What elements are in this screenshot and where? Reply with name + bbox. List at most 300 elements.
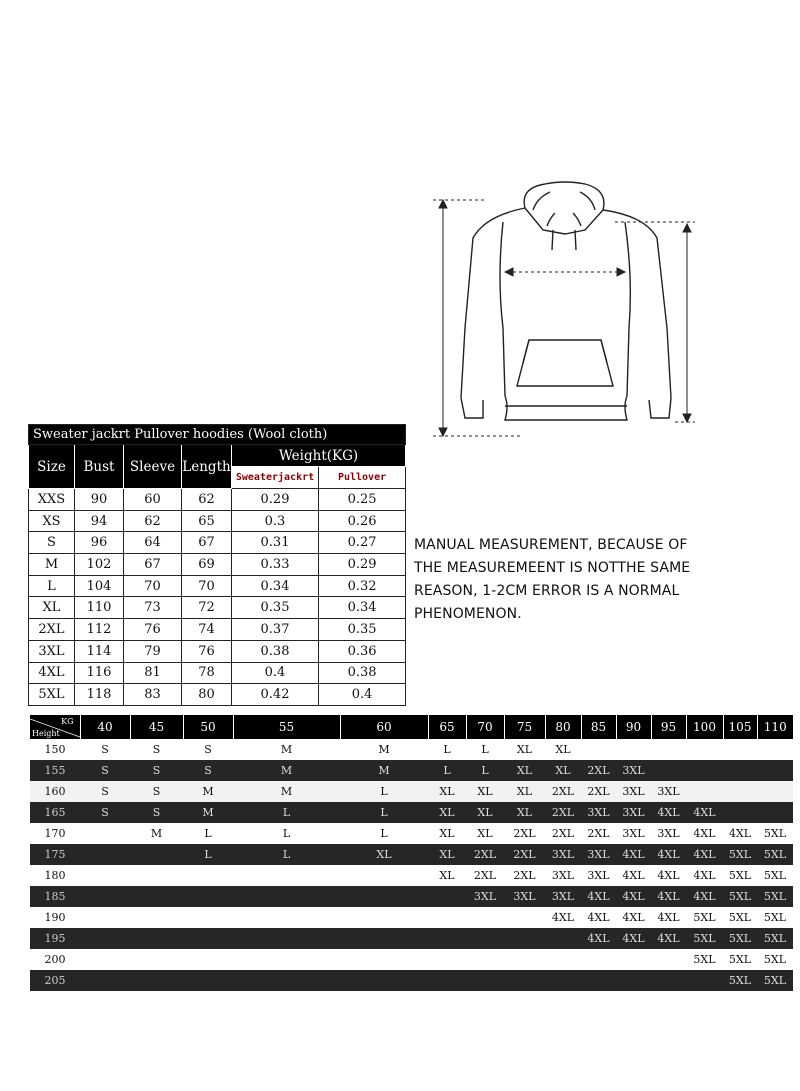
- size-cell: 67: [124, 554, 182, 576]
- grid-size-cell: [183, 907, 233, 928]
- size-cell: 73: [124, 597, 182, 619]
- grid-size-cell: 4XL: [651, 865, 686, 886]
- size-cell: M: [29, 554, 75, 576]
- grid-row: [30, 739, 793, 760]
- grid-size-cell: S: [80, 781, 130, 802]
- grid-size-cell: 2XL: [504, 823, 545, 844]
- grid-size-cell: M: [183, 802, 233, 823]
- size-cell: XS: [29, 510, 75, 532]
- grid-size-cell: 4XL: [616, 907, 651, 928]
- header-size: Size: [29, 445, 75, 489]
- grid-size-cell: [757, 781, 793, 802]
- grid-size-cell: L: [428, 739, 466, 760]
- height-cell: 175: [30, 844, 80, 865]
- grid-size-cell: [616, 739, 651, 760]
- weight-header: 90: [616, 715, 651, 739]
- size-table: [28, 424, 406, 706]
- subheader-sweaterjackrt: Sweaterjackrt: [232, 467, 319, 489]
- grid-size-cell: [545, 928, 581, 949]
- grid-size-cell: [130, 865, 183, 886]
- weight-header: 55: [233, 715, 340, 739]
- size-cell: 62: [182, 489, 232, 511]
- grid-size-cell: 5XL: [723, 970, 757, 991]
- grid-size-cell: 4XL: [616, 865, 651, 886]
- height-cell: 170: [30, 823, 80, 844]
- grid-size-cell: [686, 970, 723, 991]
- grid-size-cell: [233, 928, 340, 949]
- grid-size-cell: 4XL: [686, 844, 723, 865]
- size-cell: 81: [124, 662, 182, 684]
- size-cell: 67: [182, 532, 232, 554]
- weight-header: 100: [686, 715, 723, 739]
- grid-size-cell: [183, 928, 233, 949]
- size-cell: S: [29, 532, 75, 554]
- grid-size-cell: L: [233, 844, 340, 865]
- grid-size-cell: S: [80, 739, 130, 760]
- grid-size-cell: 2XL: [545, 802, 581, 823]
- grid-size-cell: [686, 739, 723, 760]
- grid-size-cell: S: [130, 802, 183, 823]
- grid-size-cell: 4XL: [686, 802, 723, 823]
- grid-size-cell: 3XL: [581, 802, 616, 823]
- size-row: [29, 489, 406, 511]
- size-cell: 0.35: [232, 597, 319, 619]
- grid-size-cell: [504, 928, 545, 949]
- grid-size-cell: 3XL: [581, 865, 616, 886]
- grid-header-row: [30, 715, 793, 739]
- grid-size-cell: [233, 886, 340, 907]
- grid-size-cell: 5XL: [757, 928, 793, 949]
- grid-corner: [30, 715, 80, 739]
- grid-size-cell: [581, 739, 616, 760]
- grid-size-cell: M: [233, 781, 340, 802]
- grid-size-cell: [686, 781, 723, 802]
- note-line: MANUAL MEASUREMENT, BECAUSE OF: [414, 537, 688, 553]
- grid-row: [30, 802, 793, 823]
- grid-size-cell: 2XL: [581, 760, 616, 781]
- size-cell: 90: [75, 489, 124, 511]
- grid-size-cell: L: [340, 802, 428, 823]
- grid-size-cell: [233, 865, 340, 886]
- grid-size-cell: S: [183, 739, 233, 760]
- grid-size-cell: M: [183, 781, 233, 802]
- grid-size-cell: 5XL: [723, 907, 757, 928]
- weight-header: 80: [545, 715, 581, 739]
- size-cell: 116: [75, 662, 124, 684]
- grid-size-cell: [130, 907, 183, 928]
- weight-header: 85: [581, 715, 616, 739]
- size-cell: 0.38: [232, 640, 319, 662]
- size-cell: 2XL: [29, 619, 75, 641]
- grid-size-cell: XL: [545, 760, 581, 781]
- grid-row: [30, 928, 793, 949]
- grid-size-cell: [80, 844, 130, 865]
- size-row: [29, 554, 406, 576]
- weight-header: 70: [466, 715, 504, 739]
- grid-size-cell: L: [466, 760, 504, 781]
- grid-size-cell: [80, 865, 130, 886]
- grid-size-cell: 2XL: [466, 865, 504, 886]
- grid-size-cell: 5XL: [757, 949, 793, 970]
- size-row: [29, 575, 406, 597]
- size-cell: 70: [182, 575, 232, 597]
- grid-size-cell: 4XL: [651, 928, 686, 949]
- size-table-title: Sweater jackrt Pullover hoodies (Wool cloth): [29, 425, 406, 445]
- size-row: [29, 597, 406, 619]
- grid-row: [30, 970, 793, 991]
- size-cell: 0.29: [232, 489, 319, 511]
- grid-size-cell: 4XL: [651, 907, 686, 928]
- weight-header: 75: [504, 715, 545, 739]
- grid-row: [30, 865, 793, 886]
- size-cell: 0.31: [232, 532, 319, 554]
- size-cell: 0.37: [232, 619, 319, 641]
- height-cell: 205: [30, 970, 80, 991]
- grid-size-cell: 4XL: [545, 907, 581, 928]
- grid-size-cell: [723, 760, 757, 781]
- grid-size-cell: [340, 949, 428, 970]
- grid-size-cell: 3XL: [581, 844, 616, 865]
- grid-size-cell: XL: [504, 760, 545, 781]
- weight-header: 65: [428, 715, 466, 739]
- size-cell: 4XL: [29, 662, 75, 684]
- grid-size-cell: XL: [428, 802, 466, 823]
- size-cell: 70: [124, 575, 182, 597]
- size-cell: 65: [182, 510, 232, 532]
- size-cell: XXS: [29, 489, 75, 511]
- grid-size-cell: [466, 907, 504, 928]
- grid-size-cell: [466, 928, 504, 949]
- weight-header: 60: [340, 715, 428, 739]
- grid-size-cell: XL: [428, 781, 466, 802]
- size-cell: 96: [75, 532, 124, 554]
- grid-size-cell: 3XL: [651, 781, 686, 802]
- size-cell: 114: [75, 640, 124, 662]
- grid-size-cell: 3XL: [651, 823, 686, 844]
- grid-size-cell: [183, 886, 233, 907]
- size-cell: 112: [75, 619, 124, 641]
- grid-size-cell: XL: [504, 739, 545, 760]
- grid-size-cell: [651, 760, 686, 781]
- grid-size-cell: [504, 949, 545, 970]
- height-cell: 180: [30, 865, 80, 886]
- grid-size-cell: [340, 970, 428, 991]
- height-cell: 160: [30, 781, 80, 802]
- grid-size-cell: [757, 760, 793, 781]
- size-cell: 104: [75, 575, 124, 597]
- grid-size-cell: 5XL: [686, 928, 723, 949]
- grid-size-cell: XL: [504, 781, 545, 802]
- size-cell: 0.4: [232, 662, 319, 684]
- grid-body: [30, 739, 793, 991]
- grid-size-cell: 5XL: [757, 907, 793, 928]
- grid-size-cell: 3XL: [545, 886, 581, 907]
- grid-size-cell: 5XL: [723, 928, 757, 949]
- grid-size-cell: [428, 907, 466, 928]
- grid-size-cell: S: [130, 781, 183, 802]
- grid-size-cell: 4XL: [723, 823, 757, 844]
- header-weight: Weight(KG): [232, 445, 406, 467]
- grid-size-cell: [183, 865, 233, 886]
- size-cell: 0.35: [319, 619, 406, 641]
- grid-size-cell: [466, 970, 504, 991]
- height-cell: 155: [30, 760, 80, 781]
- grid-row: [30, 823, 793, 844]
- grid-size-cell: 4XL: [581, 886, 616, 907]
- grid-size-cell: [233, 970, 340, 991]
- size-cell: L: [29, 575, 75, 597]
- grid-size-cell: [80, 907, 130, 928]
- grid-size-cell: [723, 802, 757, 823]
- size-cell: 0.4: [319, 684, 406, 706]
- grid-size-cell: 3XL: [545, 844, 581, 865]
- size-cell: 76: [124, 619, 182, 641]
- grid-size-cell: [466, 949, 504, 970]
- height-weight-grid: [30, 715, 793, 991]
- grid-size-cell: [340, 865, 428, 886]
- grid-size-cell: [233, 907, 340, 928]
- size-cell: 0.3: [232, 510, 319, 532]
- grid-size-cell: [130, 970, 183, 991]
- size-cell: XL: [29, 597, 75, 619]
- grid-size-cell: 3XL: [616, 781, 651, 802]
- grid-size-cell: [651, 970, 686, 991]
- grid-size-cell: XL: [466, 823, 504, 844]
- grid-size-cell: [130, 886, 183, 907]
- size-cell: 0.32: [319, 575, 406, 597]
- grid-size-cell: [80, 886, 130, 907]
- grid-size-cell: [80, 970, 130, 991]
- grid-size-cell: L: [428, 760, 466, 781]
- grid-size-cell: 2XL: [581, 823, 616, 844]
- grid-size-cell: L: [183, 844, 233, 865]
- grid-row: [30, 886, 793, 907]
- grid-size-cell: [723, 739, 757, 760]
- size-cell: 79: [124, 640, 182, 662]
- measurement-note: [414, 534, 714, 626]
- grid-size-cell: [130, 949, 183, 970]
- grid-size-cell: 4XL: [616, 844, 651, 865]
- size-cell: 0.38: [319, 662, 406, 684]
- size-cell: 60: [124, 489, 182, 511]
- size-row: [29, 510, 406, 532]
- weight-header: 95: [651, 715, 686, 739]
- size-cell: 5XL: [29, 684, 75, 706]
- grid-size-cell: 2XL: [545, 781, 581, 802]
- grid-size-cell: [428, 886, 466, 907]
- size-cell: 110: [75, 597, 124, 619]
- size-cell: 80: [182, 684, 232, 706]
- size-cell: 0.27: [319, 532, 406, 554]
- note-line: PHENOMENON.: [414, 606, 522, 622]
- grid-size-cell: 4XL: [651, 886, 686, 907]
- grid-size-cell: [581, 970, 616, 991]
- grid-size-cell: [340, 907, 428, 928]
- grid-size-cell: 2XL: [466, 844, 504, 865]
- header-length: Length: [182, 445, 232, 489]
- grid-size-cell: 2XL: [545, 823, 581, 844]
- grid-size-cell: L: [340, 823, 428, 844]
- grid-size-cell: [183, 970, 233, 991]
- grid-size-cell: 5XL: [757, 823, 793, 844]
- note-line: THE MEASUREMEENT IS NOTTHE SAME: [414, 560, 691, 576]
- size-cell: 0.33: [232, 554, 319, 576]
- grid-size-cell: L: [466, 739, 504, 760]
- grid-size-cell: XL: [428, 865, 466, 886]
- grid-size-cell: S: [130, 760, 183, 781]
- grid-row: [30, 760, 793, 781]
- size-row: [29, 684, 406, 706]
- grid-size-cell: 3XL: [616, 823, 651, 844]
- grid-size-cell: [723, 781, 757, 802]
- grid-size-cell: 5XL: [723, 949, 757, 970]
- grid-size-cell: XL: [545, 739, 581, 760]
- size-cell: 64: [124, 532, 182, 554]
- grid-size-cell: XL: [504, 802, 545, 823]
- grid-size-cell: M: [340, 739, 428, 760]
- size-cell: 0.29: [319, 554, 406, 576]
- grid-size-cell: 5XL: [723, 865, 757, 886]
- grid-size-cell: [651, 949, 686, 970]
- grid-size-cell: [651, 739, 686, 760]
- grid-size-cell: 3XL: [545, 865, 581, 886]
- grid-size-cell: 4XL: [581, 928, 616, 949]
- grid-size-cell: 2XL: [504, 865, 545, 886]
- size-cell: 0.25: [319, 489, 406, 511]
- grid-size-cell: M: [340, 760, 428, 781]
- hoodie-diagram: [425, 178, 705, 443]
- grid-size-cell: XL: [340, 844, 428, 865]
- size-table-title-row: [29, 425, 406, 445]
- size-row: [29, 619, 406, 641]
- grid-size-cell: 4XL: [686, 823, 723, 844]
- grid-size-cell: [504, 907, 545, 928]
- grid-size-cell: [340, 928, 428, 949]
- grid-size-cell: 4XL: [581, 907, 616, 928]
- grid-size-cell: 4XL: [616, 886, 651, 907]
- grid-size-cell: M: [130, 823, 183, 844]
- size-cell: 74: [182, 619, 232, 641]
- size-cell: 0.36: [319, 640, 406, 662]
- grid-size-cell: 4XL: [686, 865, 723, 886]
- grid-size-cell: 5XL: [757, 886, 793, 907]
- size-cell: 102: [75, 554, 124, 576]
- weight-header: 50: [183, 715, 233, 739]
- grid-size-cell: [340, 886, 428, 907]
- grid-size-cell: [581, 949, 616, 970]
- height-cell: 150: [30, 739, 80, 760]
- grid-size-cell: 5XL: [686, 907, 723, 928]
- grid-size-cell: 3XL: [504, 886, 545, 907]
- weight-header: 110: [757, 715, 793, 739]
- grid-row: [30, 907, 793, 928]
- grid-size-cell: S: [183, 760, 233, 781]
- grid-size-cell: S: [130, 739, 183, 760]
- height-cell: 185: [30, 886, 80, 907]
- grid-row: [30, 844, 793, 865]
- size-cell: 3XL: [29, 640, 75, 662]
- grid-size-cell: [545, 970, 581, 991]
- grid-row: [30, 781, 793, 802]
- grid-row: [30, 949, 793, 970]
- grid-size-cell: 5XL: [757, 865, 793, 886]
- size-cell: 94: [75, 510, 124, 532]
- grid-size-cell: [80, 928, 130, 949]
- grid-size-cell: XL: [466, 802, 504, 823]
- height-cell: 195: [30, 928, 80, 949]
- grid-size-cell: 5XL: [757, 970, 793, 991]
- size-row: [29, 640, 406, 662]
- grid-size-cell: L: [233, 802, 340, 823]
- grid-size-cell: 5XL: [723, 886, 757, 907]
- grid-size-cell: L: [340, 781, 428, 802]
- size-table-header-row: [29, 445, 406, 467]
- note-line: REASON, 1-2CM ERROR IS A NORMAL: [414, 583, 680, 599]
- grid-size-cell: [686, 760, 723, 781]
- grid-size-cell: 4XL: [686, 886, 723, 907]
- weight-header: 105: [723, 715, 757, 739]
- grid-size-cell: 3XL: [616, 802, 651, 823]
- grid-size-cell: [428, 928, 466, 949]
- grid-size-cell: M: [233, 739, 340, 760]
- grid-size-cell: [616, 970, 651, 991]
- height-cell: 200: [30, 949, 80, 970]
- grid-size-cell: [428, 970, 466, 991]
- grid-size-cell: [757, 802, 793, 823]
- size-cell: 83: [124, 684, 182, 706]
- size-cell: 76: [182, 640, 232, 662]
- grid-size-cell: [233, 949, 340, 970]
- size-cell: 72: [182, 597, 232, 619]
- size-cell: 62: [124, 510, 182, 532]
- height-cell: 165: [30, 802, 80, 823]
- size-cell: 0.26: [319, 510, 406, 532]
- grid-size-cell: [80, 823, 130, 844]
- grid-size-cell: 4XL: [616, 928, 651, 949]
- size-cell: 118: [75, 684, 124, 706]
- grid-size-cell: XL: [428, 844, 466, 865]
- grid-size-cell: S: [80, 760, 130, 781]
- size-table-body: [29, 489, 406, 706]
- grid-size-cell: XL: [428, 823, 466, 844]
- grid-size-cell: [130, 928, 183, 949]
- subheader-pullover: Pullover: [319, 467, 406, 489]
- grid-size-cell: M: [233, 760, 340, 781]
- grid-size-cell: 5XL: [686, 949, 723, 970]
- grid-size-cell: [130, 844, 183, 865]
- corner-kg-label: KG: [61, 717, 74, 726]
- size-row: [29, 532, 406, 554]
- size-cell: 0.34: [319, 597, 406, 619]
- header-bust: Bust: [75, 445, 124, 489]
- grid-size-cell: 4XL: [651, 802, 686, 823]
- grid-size-cell: 3XL: [616, 760, 651, 781]
- grid-size-cell: L: [183, 823, 233, 844]
- size-cell: 78: [182, 662, 232, 684]
- grid-size-cell: 3XL: [466, 886, 504, 907]
- grid-size-cell: 5XL: [723, 844, 757, 865]
- grid-size-cell: 5XL: [757, 844, 793, 865]
- size-cell: 69: [182, 554, 232, 576]
- size-row: [29, 662, 406, 684]
- weight-header: 40: [80, 715, 130, 739]
- grid-size-cell: L: [233, 823, 340, 844]
- grid-size-cell: 2XL: [504, 844, 545, 865]
- grid-size-cell: XL: [466, 781, 504, 802]
- header-sleeve: Sleeve: [124, 445, 182, 489]
- grid-size-cell: [757, 739, 793, 760]
- weight-header: 45: [130, 715, 183, 739]
